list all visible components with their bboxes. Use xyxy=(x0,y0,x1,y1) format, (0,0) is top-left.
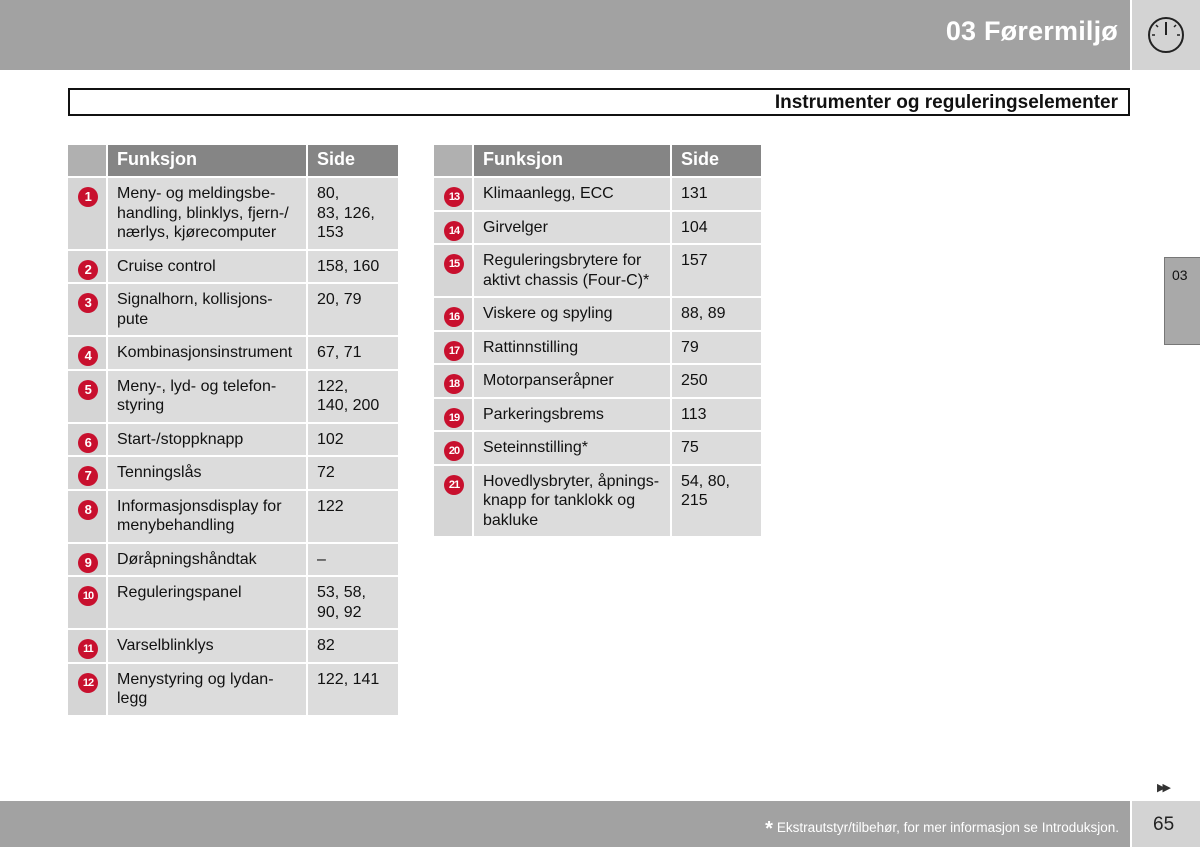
table-row xyxy=(434,432,761,464)
page-ref-line[interactable]: 215 xyxy=(681,492,708,509)
number-cell xyxy=(68,457,106,489)
function-line: Reguleringspanel xyxy=(117,584,242,601)
function-cell xyxy=(108,544,306,576)
page-number-box xyxy=(1132,801,1200,847)
page-footer xyxy=(0,801,1130,847)
number-cell xyxy=(68,491,106,542)
item-number-badge: 10 xyxy=(78,586,98,606)
page-ref-line[interactable]: 82 xyxy=(317,637,335,654)
function-line: Tenningslås xyxy=(117,464,202,481)
footnote xyxy=(765,818,1119,841)
page-ref-line[interactable]: 102 xyxy=(317,430,344,448)
function-cell xyxy=(474,245,670,296)
function-line: nærlys, kjørecomputer xyxy=(117,224,277,241)
page-cell xyxy=(672,298,761,330)
table-row xyxy=(68,544,398,576)
number-cell xyxy=(68,630,106,662)
function-cell xyxy=(474,399,670,431)
table-row xyxy=(434,178,761,210)
header-page: Side xyxy=(308,145,398,176)
function-line: Reguleringsbrytere for xyxy=(483,252,642,269)
table-row xyxy=(68,664,398,715)
page-cell xyxy=(672,245,761,296)
page-ref-line[interactable]: 67, 71 xyxy=(317,344,362,361)
number-cell xyxy=(434,332,472,364)
function-cell xyxy=(108,251,306,283)
page-cell xyxy=(672,466,761,537)
header-function: Funksjon xyxy=(108,145,306,176)
function-line: Menystyring og lydan- xyxy=(117,670,274,688)
function-cell xyxy=(108,371,306,422)
table-row xyxy=(434,212,761,244)
footnote-star: * xyxy=(765,818,773,840)
item-number-badge: 15 xyxy=(444,254,464,274)
header-page: Side xyxy=(672,145,761,176)
page-ref-line[interactable]: 140, 200 xyxy=(317,397,380,414)
function-cell xyxy=(474,178,670,210)
table-row xyxy=(434,298,761,330)
page-ref-line[interactable]: 54, 80, xyxy=(681,472,730,490)
table-row xyxy=(68,337,398,369)
item-number-badge: 17 xyxy=(444,341,464,361)
chapter-side-tab[interactable] xyxy=(1164,257,1200,345)
page-ref-line[interactable]: 72 xyxy=(317,464,335,481)
function-cell xyxy=(108,577,306,628)
page-ref-line[interactable]: 250 xyxy=(681,372,708,389)
page-cell xyxy=(308,577,398,628)
table-row xyxy=(68,251,398,283)
function-line: Hovedlysbryter, åpnings- xyxy=(483,472,660,490)
page-cell xyxy=(308,251,398,283)
function-line: legg xyxy=(117,690,148,707)
item-number-badge: 8 xyxy=(78,500,98,520)
item-number-badge: 11 xyxy=(78,639,98,659)
number-cell xyxy=(68,664,106,715)
page-cell xyxy=(308,337,398,369)
function-line: knapp for tanklokk og xyxy=(483,492,636,509)
function-cell xyxy=(474,332,670,364)
function-line: Girvelger xyxy=(483,218,548,236)
table-row xyxy=(434,466,761,537)
header-num-cell xyxy=(68,145,106,176)
number-cell xyxy=(68,337,106,369)
header-function: Funksjon xyxy=(474,145,670,176)
table-row xyxy=(434,245,761,296)
function-cell xyxy=(108,457,306,489)
page-cell xyxy=(672,432,761,464)
item-number-badge: 16 xyxy=(444,307,464,327)
page-cell xyxy=(308,491,398,542)
page-cell xyxy=(672,332,761,364)
item-number-badge: 7 xyxy=(78,466,98,486)
page-ref-line[interactable]: 122, xyxy=(317,377,349,395)
page-ref-line[interactable]: 122 xyxy=(317,497,344,515)
function-line: Kombinasjonsinstrument xyxy=(117,344,293,361)
page-ref-line[interactable]: – xyxy=(317,550,326,568)
number-cell xyxy=(68,577,106,628)
page-ref-line[interactable]: 20, 79 xyxy=(317,291,362,308)
double-arrow-right-icon[interactable]: ▶▶ xyxy=(1157,782,1168,794)
page-cell xyxy=(308,630,398,662)
function-cell xyxy=(108,178,306,249)
function-line: bakluke xyxy=(483,511,539,529)
number-cell xyxy=(434,178,472,210)
number-cell xyxy=(434,432,472,464)
number-cell xyxy=(434,466,472,537)
function-cell xyxy=(474,298,670,330)
function-line: Rattinnstilling xyxy=(483,338,579,356)
page-cell xyxy=(308,664,398,715)
page-ref-line[interactable]: 153 xyxy=(317,224,344,241)
page-ref-line[interactable]: 157 xyxy=(681,252,708,269)
function-cell xyxy=(108,284,306,335)
side-tab-label: 03 xyxy=(1172,267,1188,283)
item-number-badge: 14 xyxy=(444,221,464,241)
page-cell xyxy=(308,284,398,335)
table-row xyxy=(68,178,398,249)
function-line: Parkeringsbrems xyxy=(483,405,604,423)
table-header xyxy=(434,145,761,176)
function-cell xyxy=(108,337,306,369)
number-cell xyxy=(434,365,472,397)
number-cell xyxy=(68,544,106,576)
page-number: 65 xyxy=(1153,814,1175,835)
table-row xyxy=(68,284,398,335)
page-cell xyxy=(672,399,761,431)
function-cell xyxy=(108,664,306,715)
footnote-text: Ekstrautstyr/tilbehør, for mer informasjon se Introduksjon. xyxy=(776,820,1119,835)
number-cell xyxy=(434,245,472,296)
function-line: Viskere og spyling xyxy=(483,305,613,322)
page-ref-line[interactable]: 75 xyxy=(681,439,699,456)
item-number-badge: 19 xyxy=(444,408,464,428)
function-line: Meny- og meldingsbe- xyxy=(117,185,276,202)
function-cell xyxy=(474,432,670,464)
gauge-icon xyxy=(1146,15,1186,55)
table-row xyxy=(434,365,761,397)
page-cell xyxy=(672,365,761,397)
item-number-badge: 12 xyxy=(78,673,98,693)
page-cell xyxy=(672,212,761,244)
page-ref-line[interactable]: 131 xyxy=(681,185,708,202)
page-cell xyxy=(672,178,761,210)
function-cell xyxy=(474,212,670,244)
item-number-badge: 9 xyxy=(78,553,98,573)
function-line: pute xyxy=(117,310,149,328)
function-line: Informasjonsdisplay for xyxy=(117,497,282,515)
page-ref-line[interactable]: 88, 89 xyxy=(681,305,726,322)
item-number-badge: 21 xyxy=(444,475,464,495)
function-cell xyxy=(474,466,670,537)
item-number-badge: 3 xyxy=(78,293,98,313)
table-row xyxy=(434,399,761,431)
table-row xyxy=(68,457,398,489)
chapter-header xyxy=(0,0,1130,70)
function-line: Signalhorn, kollisjons- xyxy=(117,291,273,308)
item-number-badge: 20 xyxy=(444,441,464,461)
number-cell xyxy=(434,212,472,244)
function-line: Cruise control xyxy=(117,257,216,275)
table-row xyxy=(68,491,398,542)
page-cell xyxy=(308,457,398,489)
table-row xyxy=(68,371,398,422)
function-line: Motorpanseråpner xyxy=(483,372,614,389)
table-row xyxy=(68,630,398,662)
number-cell xyxy=(434,298,472,330)
page-cell xyxy=(308,371,398,422)
item-number-badge: 13 xyxy=(444,187,464,207)
table-row xyxy=(68,424,398,456)
item-number-badge: 5 xyxy=(78,380,98,400)
page-cell xyxy=(308,544,398,576)
chapter-icon-box xyxy=(1132,0,1200,70)
item-number-badge: 1 xyxy=(78,187,98,207)
table-row xyxy=(434,332,761,364)
page-ref-line[interactable]: 104 xyxy=(681,218,708,236)
function-line: Start-/stoppknapp xyxy=(117,430,244,448)
page-cell xyxy=(308,178,398,249)
function-cell xyxy=(108,491,306,542)
page-ref-line[interactable]: 83, 126, xyxy=(317,204,375,222)
function-line: Døråpningshåndtak xyxy=(117,550,257,568)
page-ref-line[interactable]: 158, 160 xyxy=(317,257,380,275)
function-table-left xyxy=(68,145,398,717)
table-header xyxy=(68,145,398,176)
function-line: Varselblinklys xyxy=(117,637,214,654)
number-cell xyxy=(68,178,106,249)
page-ref-line[interactable]: 113 xyxy=(681,405,707,423)
function-cell xyxy=(474,365,670,397)
item-number-badge: 6 xyxy=(78,433,98,453)
table-row xyxy=(68,577,398,628)
page-ref-line[interactable]: 80, xyxy=(317,185,340,202)
function-line: Seteinnstilling* xyxy=(483,439,588,456)
page-cell xyxy=(308,424,398,456)
header-num-cell xyxy=(434,145,472,176)
number-cell xyxy=(434,399,472,431)
page-ref-line[interactable]: 90, 92 xyxy=(317,603,362,621)
function-table-right xyxy=(434,145,761,538)
number-cell xyxy=(68,371,106,422)
number-cell xyxy=(68,424,106,456)
function-line: handling, blinklys, fjern-/ xyxy=(117,204,289,222)
item-number-badge: 2 xyxy=(78,260,98,280)
number-cell xyxy=(68,284,106,335)
function-line: Meny-, lyd- og telefon- xyxy=(117,377,277,395)
function-cell xyxy=(108,630,306,662)
chapter-title: 03 Førermiljø xyxy=(945,16,1118,46)
function-line: aktivt chassis (Four-C)* xyxy=(483,271,650,289)
item-number-badge: 4 xyxy=(78,346,98,366)
function-cell xyxy=(108,424,306,456)
function-line: styring xyxy=(117,397,165,414)
number-cell xyxy=(68,251,106,283)
section-title: Instrumenter og reguleringselementer xyxy=(774,92,1118,113)
page-ref-line[interactable]: 122, 141 xyxy=(317,670,380,688)
page-ref-line[interactable]: 79 xyxy=(681,338,699,356)
page-ref-line[interactable]: 53, 58, xyxy=(317,584,366,601)
item-number-badge: 18 xyxy=(444,374,464,394)
section-bar xyxy=(68,88,1130,116)
function-line: Klimaanlegg, ECC xyxy=(483,185,614,202)
function-line: menybehandling xyxy=(117,517,235,534)
